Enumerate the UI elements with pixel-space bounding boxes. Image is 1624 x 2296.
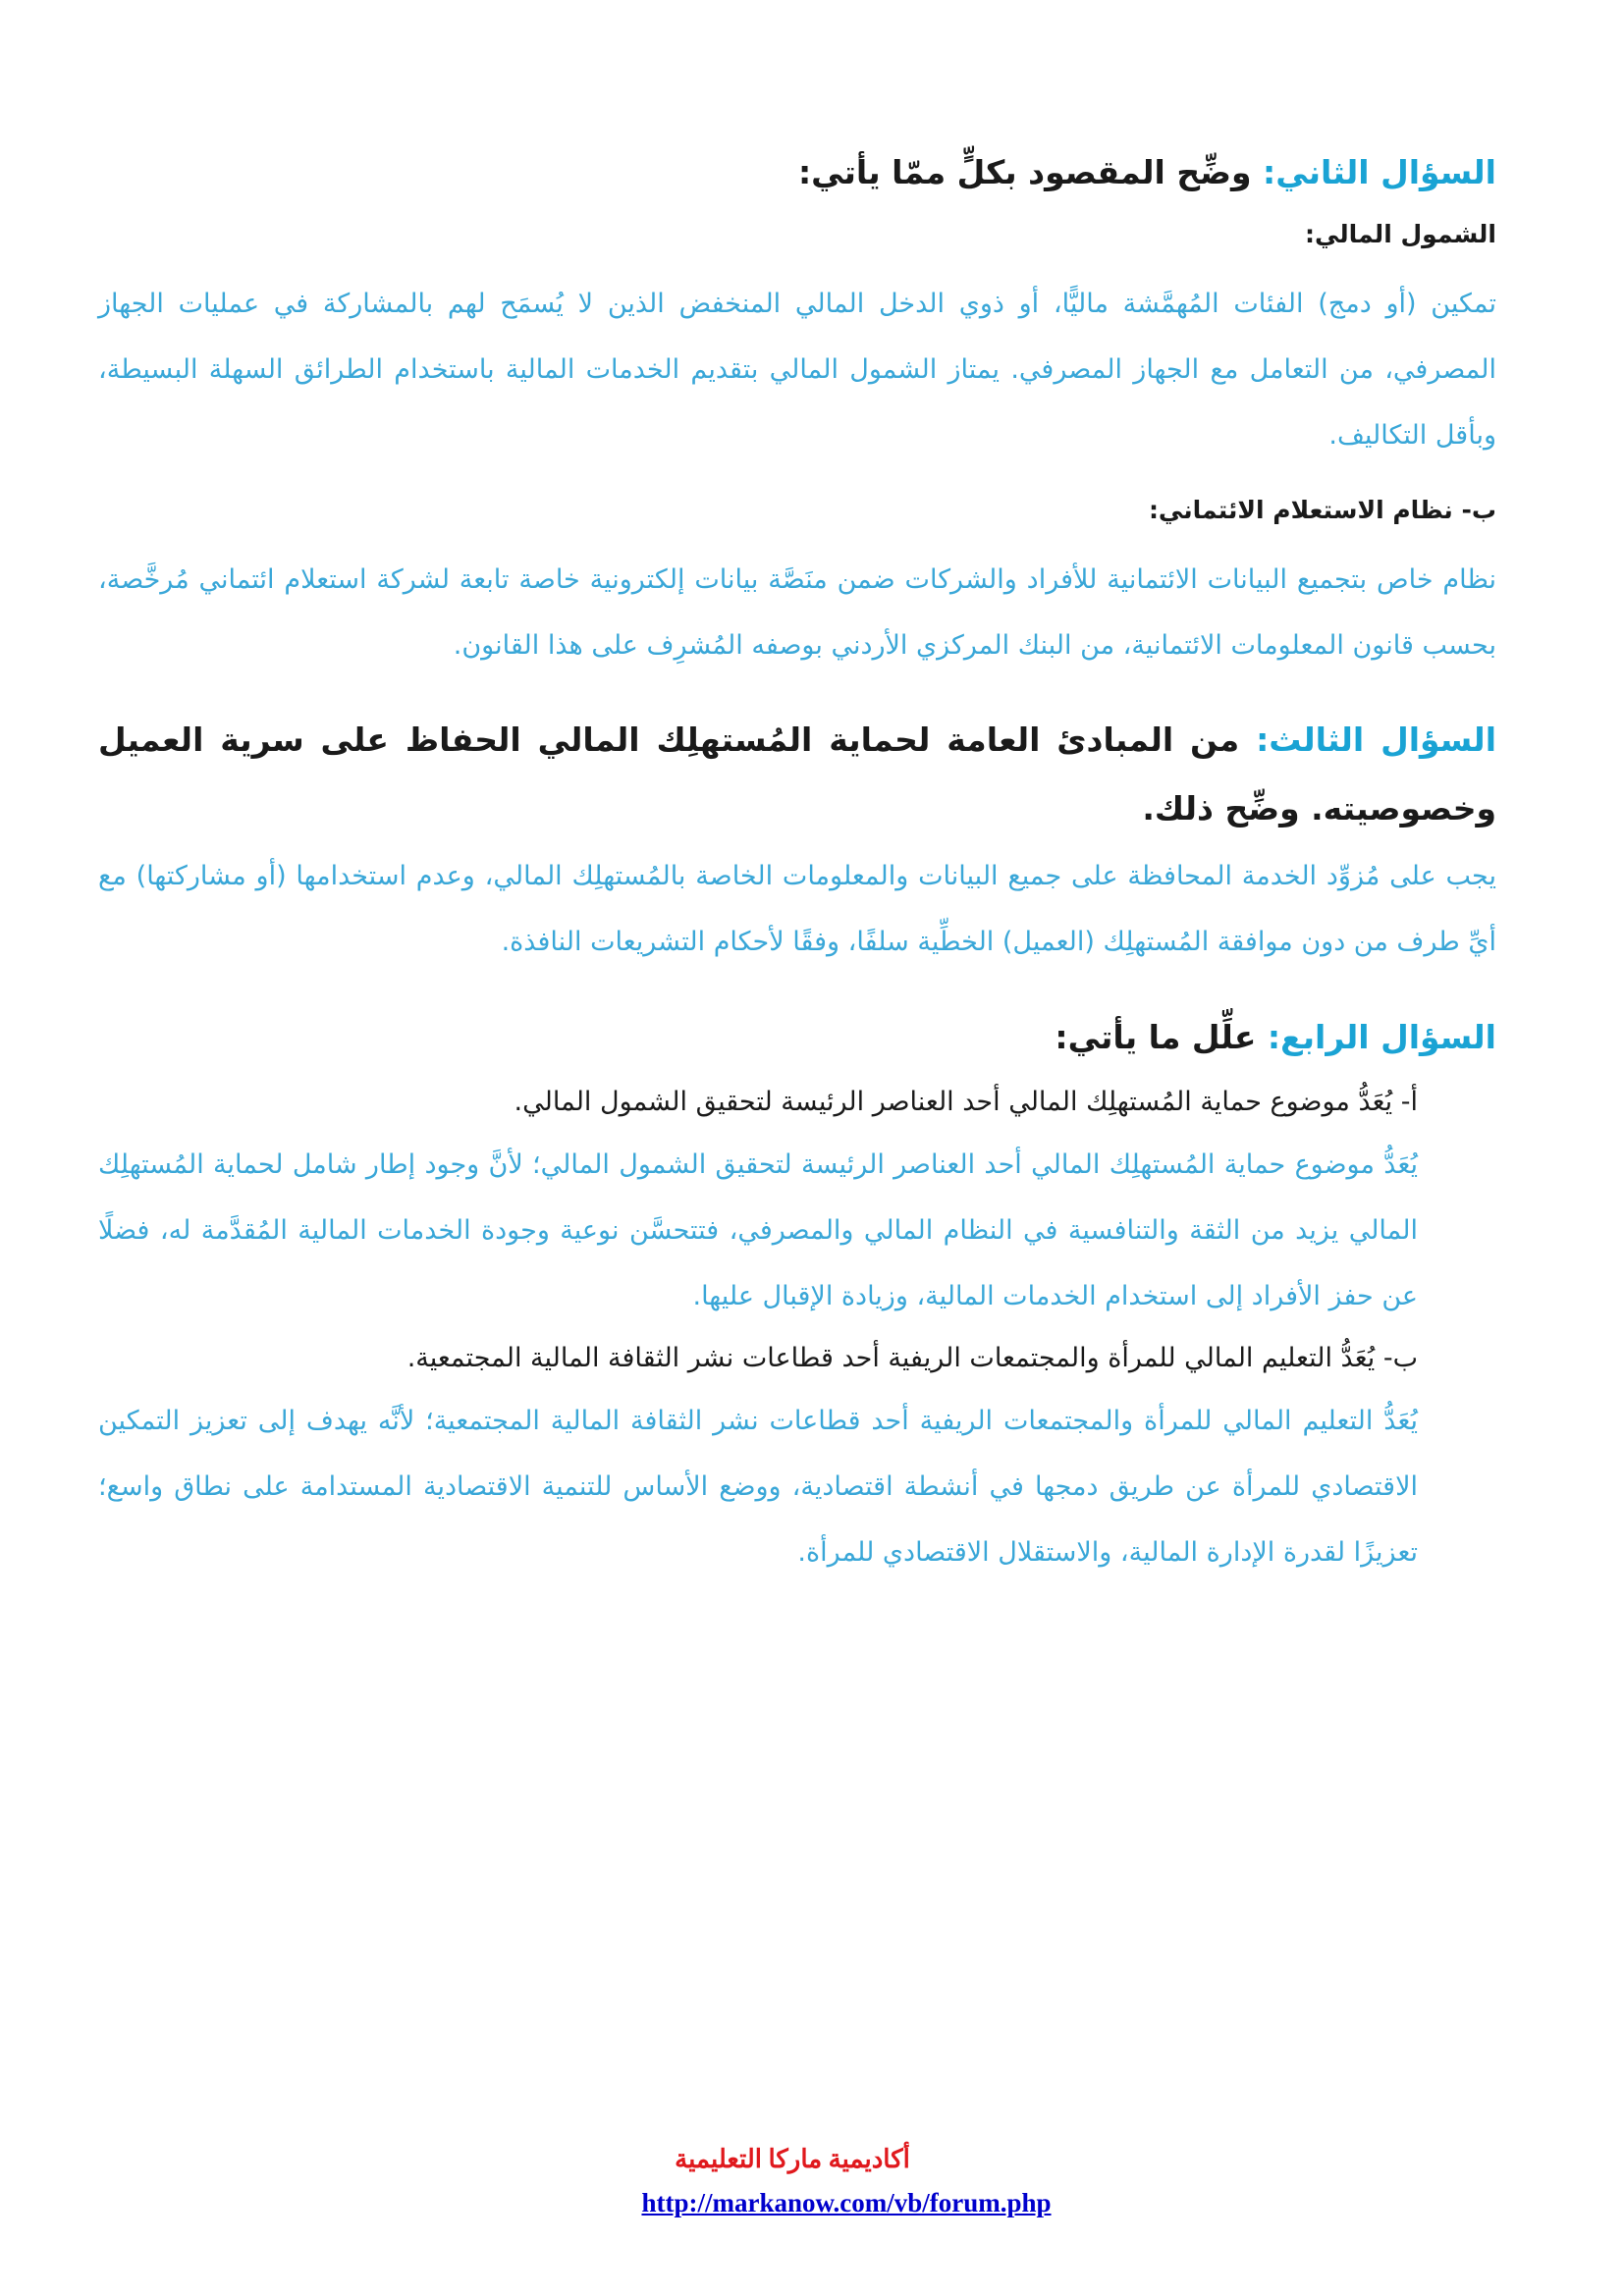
footer-brand: أكاديمية ماركا التعليمية bbox=[675, 2145, 910, 2173]
question-3-heading bbox=[98, 706, 1496, 843]
question-2a-title: الشمول المالي: bbox=[1304, 220, 1496, 248]
question-4 bbox=[98, 1002, 1496, 1585]
question-2-text: وضِّح المقصود بكلٍّ ممّا يأتي: bbox=[797, 153, 1252, 191]
question-2 bbox=[98, 137, 1496, 678]
question-4-label: السؤال الرابع: bbox=[1267, 1018, 1496, 1056]
question-3 bbox=[98, 706, 1496, 975]
question-4b-answer: يُعَدُّ التعليم المالي للمرأة والمجتمعات الريفية أحد قطاعات نشر الثقافة المالية المجتمعية؛ لأنَّه يهدف إلى تعزيز التمكين الاقتصادي للمرأة عن طريق دمجها في أنشطة اقتصادية، ووضع الأساس للتنمية الاقتصادية المستدامة على نطاق واسع؛ تعزيزًا لقدرة الإدارة المالية، والاستقلال الاقتصادي للمرأة. bbox=[98, 1406, 1418, 1568]
question-2b-title: ب- نظام الاستعلام الائتماني: bbox=[1148, 496, 1496, 524]
question-2-label: السؤال الثاني: bbox=[1263, 153, 1496, 191]
question-4-text: علِّل ما يأتي: bbox=[1055, 1018, 1257, 1056]
question-4a-answer: يُعَدُّ موضوع حماية المُستهلِك المالي أحد العناصر الرئيسة لتحقيق الشمول المالي؛ لأنَّ وجود إطار شامل لحماية المُستهلِك المالي يزيد من الثقة والتنافسية في النظام المالي والمصرفي، فتتحسَّن نوعية وجودة الخدمات المالية المُقدَّمة له، فضلًا عن حفز الأفراد إلى استخدام الخدمات المالية، وزيادة الإقبال عليها. bbox=[98, 1149, 1418, 1311]
page-footer bbox=[0, 2138, 1624, 2224]
question-4b-prompt: ب- يُعَدُّ التعليم المالي للمرأة والمجتمعات الريفية أحد قطاعات نشر الثقافة المالية المجتمعية. bbox=[406, 1343, 1418, 1373]
question-2-heading bbox=[98, 137, 1496, 208]
page-content bbox=[98, 137, 1496, 1585]
question-2b-answer: نظام خاص بتجميع البيانات الائتمانية للأفراد والشركات ضمن منَصَّة بيانات إلكترونية خاصة تابعة لشركة استعلام ائتماني مُرخَّصة، بحسب قانون المعلومات الائتمانية، من البنك المركزي الأردني بوصفه المُشرِف على هذا القانون. bbox=[98, 564, 1496, 661]
question-4a-prompt: أ- يُعَدُّ موضوع حماية المُستهلِك المالي أحد العناصر الرئيسة لتحقيق الشمول المالي. bbox=[514, 1087, 1418, 1117]
spacer bbox=[98, 678, 1496, 706]
question-3-text: من المبادئ العامة لحماية المُستهلِك المالي الحفاظ على سرية العميل وخصوصيته. وضِّح ذلك. bbox=[98, 721, 1496, 828]
spacer bbox=[98, 975, 1496, 1002]
question-2a-answer: تمكين (أو دمج) الفئات المُهمَّشة ماليًّا، أو ذوي الدخل المالي المنخفض الذين لا يُسمَح لهم بالمشاركة في عمليات الجهاز المصرفي، من التعامل مع الجهاز المصرفي. يمتاز الشمول المالي بتقديم الخدمات المالية باستخدام الطرائق السهلة البسيطة، وبأقل التكاليف. bbox=[98, 289, 1496, 451]
question-3-answer: يجب على مُزوِّد الخدمة المحافظة على جميع البيانات والمعلومات الخاصة بالمُستهلِك المالي، وعدم استخدامها (أو مشاركتها) مع أيِّ طرف من دون موافقة المُستهلِك (العميل) الخطِّية سلفًا، وفقًا لأحكام التشريعات النافذة. bbox=[98, 861, 1496, 957]
question-4-heading bbox=[98, 1002, 1496, 1073]
question-3-label: السؤال الثالث: bbox=[1256, 721, 1497, 759]
footer-link[interactable]: http://markanow.com/vb/forum.php bbox=[641, 2188, 1052, 2217]
